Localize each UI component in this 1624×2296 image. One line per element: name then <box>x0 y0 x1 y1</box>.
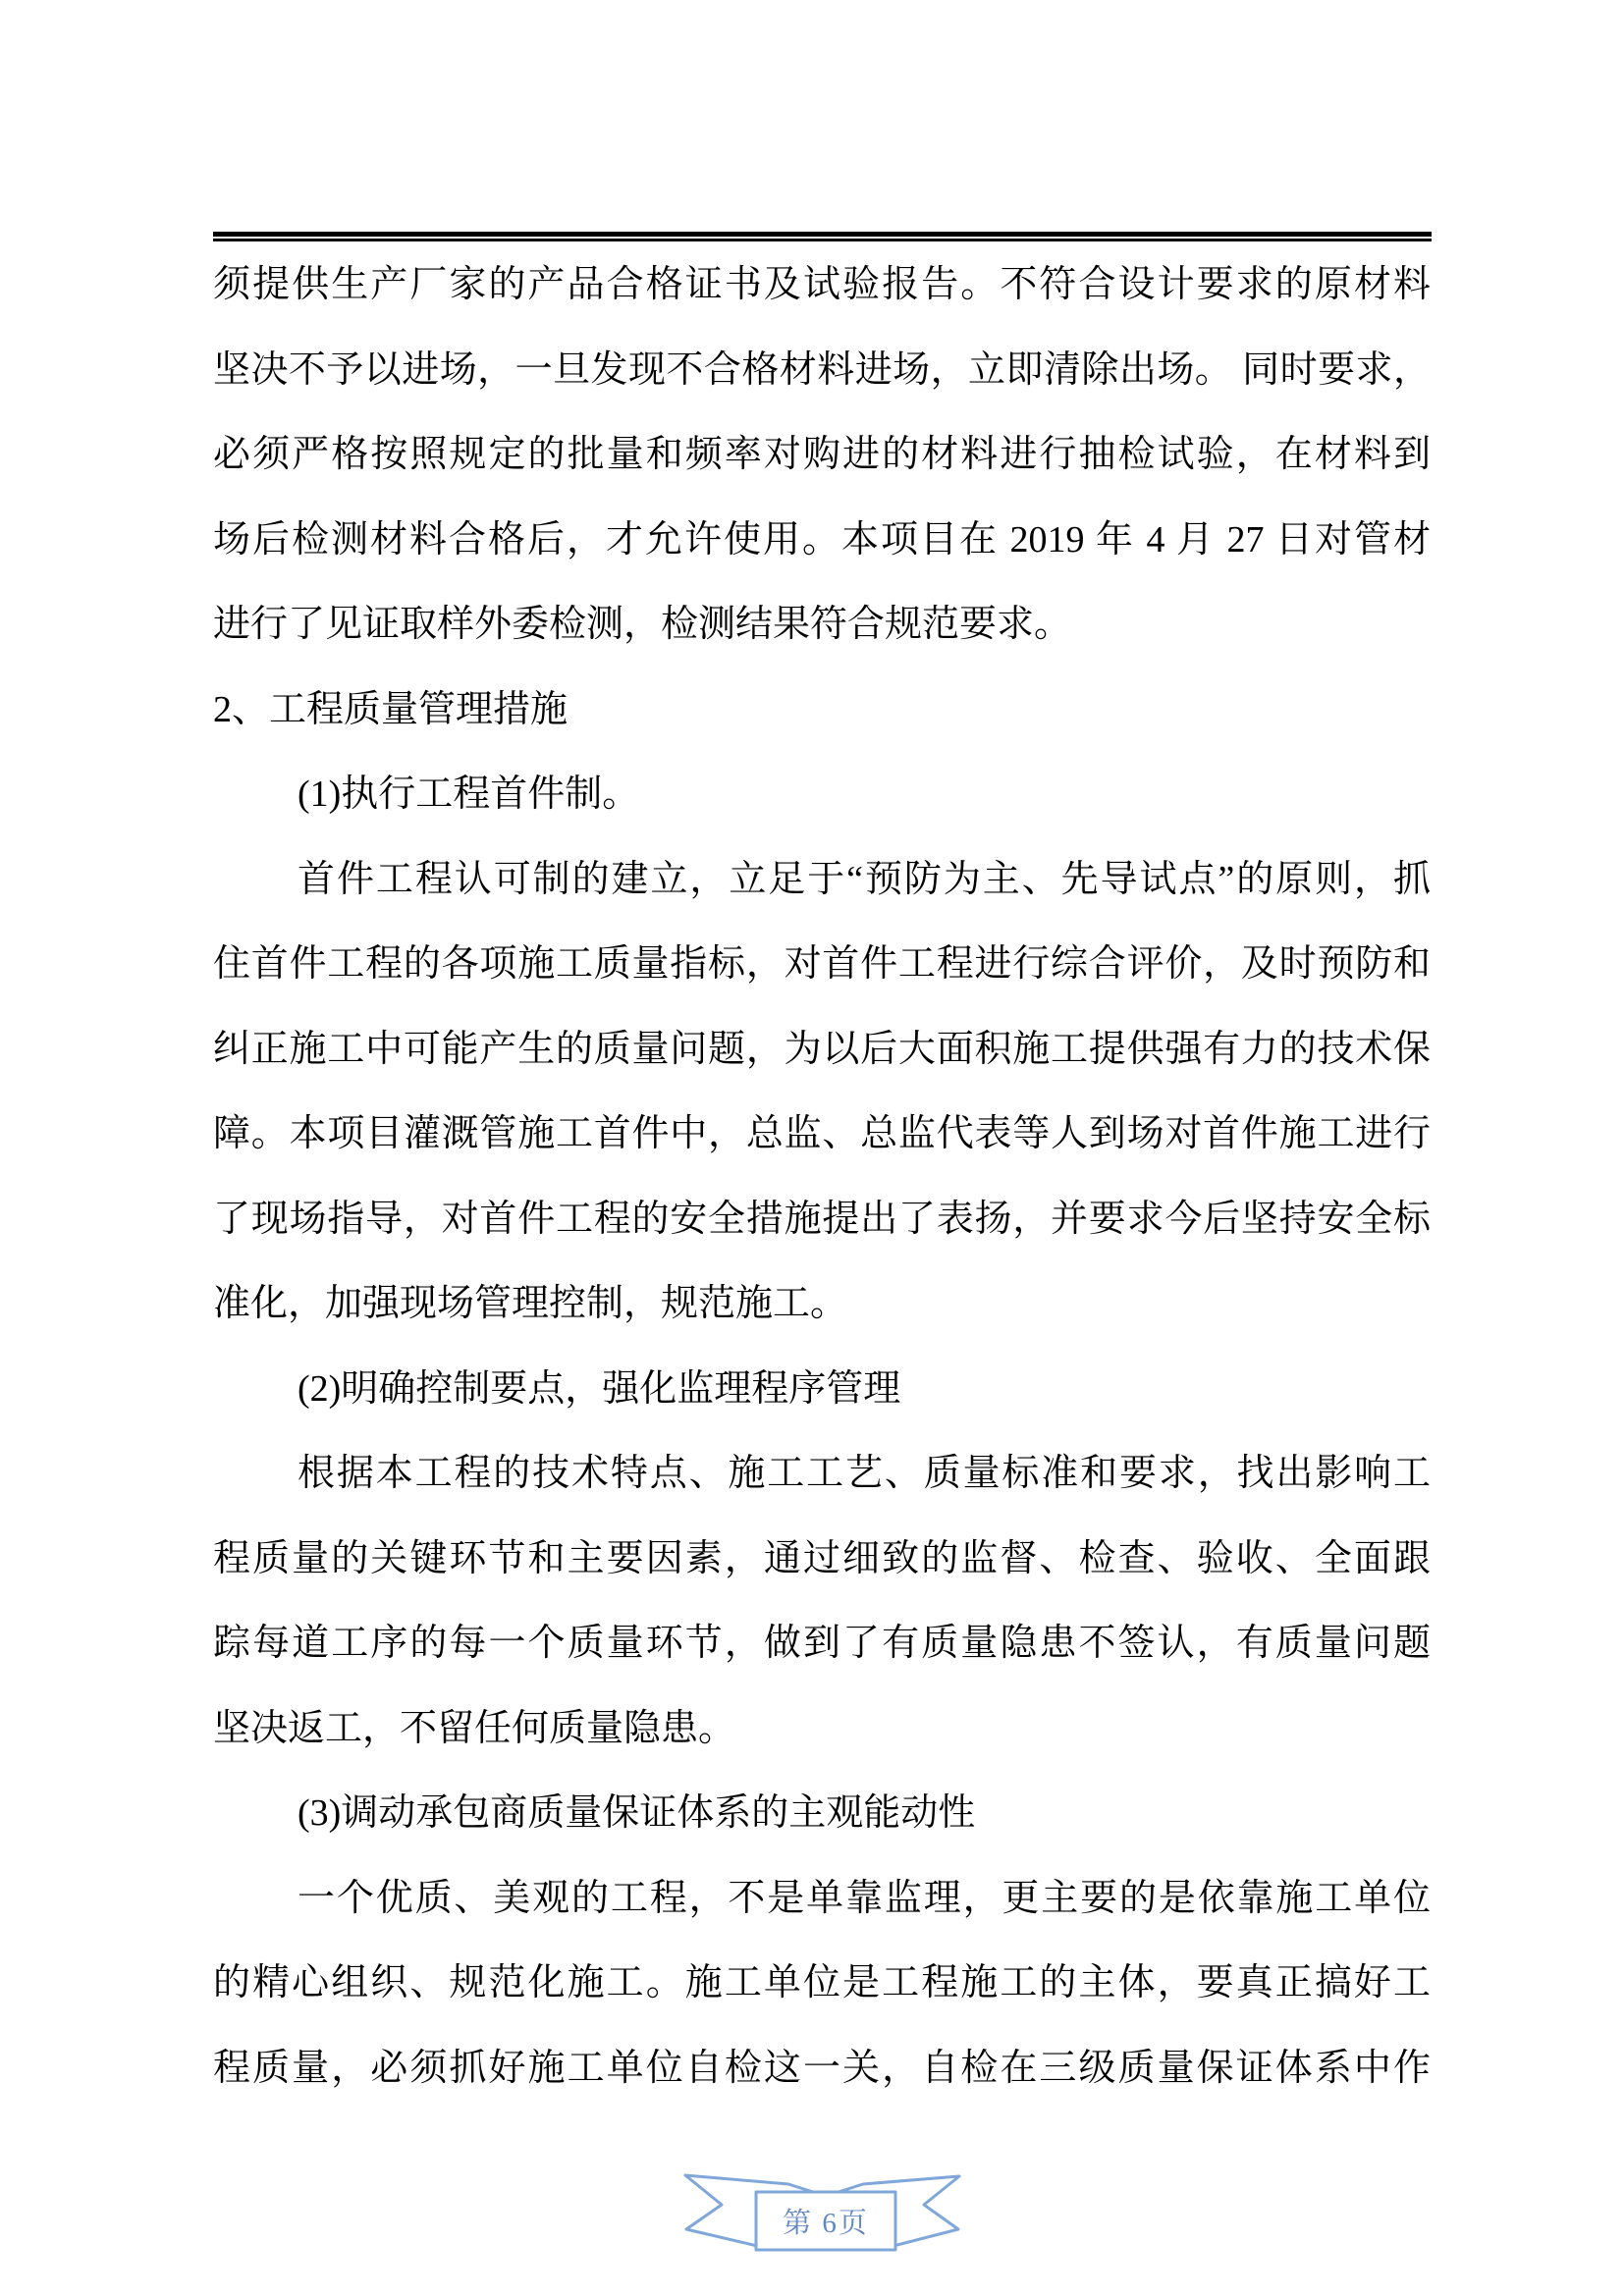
page-number-label: 第 6页 <box>783 2208 869 2239</box>
sub-heading: (1)执行工程首件制。 <box>298 774 640 815</box>
text-line: 了现场指导，对首件工程的安全措施提出了表扬，并要求今后坚持安全标 <box>213 1198 1431 1240</box>
text-line: 程质量，必须抓好施工单位自检这一关，自检在三级质量保证体系中作 <box>213 2047 1431 2089</box>
text-line: 坚决不予以进场，一旦发现不合格材料进场，立即清除出场。 同时要求， <box>213 348 1431 391</box>
text-line: 纠正施工中可能产生的质量问题，为以后大面积施工提供强有力的技术保 <box>213 1028 1431 1070</box>
text-line: 首件工程认可制的建立，立足于“预防为主、先导试点”的原则，抓 <box>298 858 1431 900</box>
sub-heading: (2)明确控制要点，强化监理程序管理 <box>298 1367 901 1410</box>
sub-heading: (3)调动承包商质量保证体系的主观能动性 <box>298 1792 976 1834</box>
header-divider <box>213 232 1432 241</box>
text-line: 准化，加强现场管理控制，规范施工。 <box>213 1283 848 1324</box>
text-line: 进行了见证取样外委检测，检测结果符合规范要求。 <box>213 604 1072 645</box>
text-line: 的精心组织、规范化施工。施工单位是工程施工的主体，要真正搞好工 <box>213 1962 1431 2003</box>
document-body <box>213 242 1431 2110</box>
text-line: 住首件工程的各项施工质量指标，对首件工程进行综合评价，及时预防和 <box>213 943 1431 985</box>
section-heading: 2、工程质量管理措施 <box>213 688 568 730</box>
text-line: 场后检测材料合格后，才允许使用。本项目在 2019 年 4 月 27 日对管材 <box>213 518 1431 561</box>
text-line: 踪每道工序的每一个质量环节，做到了有质量隐患不签认，有质量问题 <box>213 1623 1431 1664</box>
text-line: 必须严格按照规定的批量和频率对购进的材料进行抽检试验，在材料到 <box>213 434 1431 475</box>
text-line: 根据本工程的技术特点、施工工艺、质量标准和要求，找出影响工 <box>298 1453 1431 1494</box>
text-line: 一个优质、美观的工程，不是单靠监理，更主要的是依靠施工单位 <box>298 1877 1431 1919</box>
page-number-banner <box>682 2170 969 2255</box>
text-line: 程质量的关键环节和主要因素，通过细致的监督、检查、验收、全面跟 <box>213 1537 1431 1579</box>
text-line: 须提供生产厂家的产品合格证书及试验报告。不符合设计要求的原材料 <box>213 264 1431 305</box>
text-line: 障。本项目灌溉管施工首件中，总监、总监代表等人到场对首件施工进行 <box>213 1113 1431 1154</box>
text-line: 坚决返工，不留任何质量隐患。 <box>213 1707 736 1749</box>
